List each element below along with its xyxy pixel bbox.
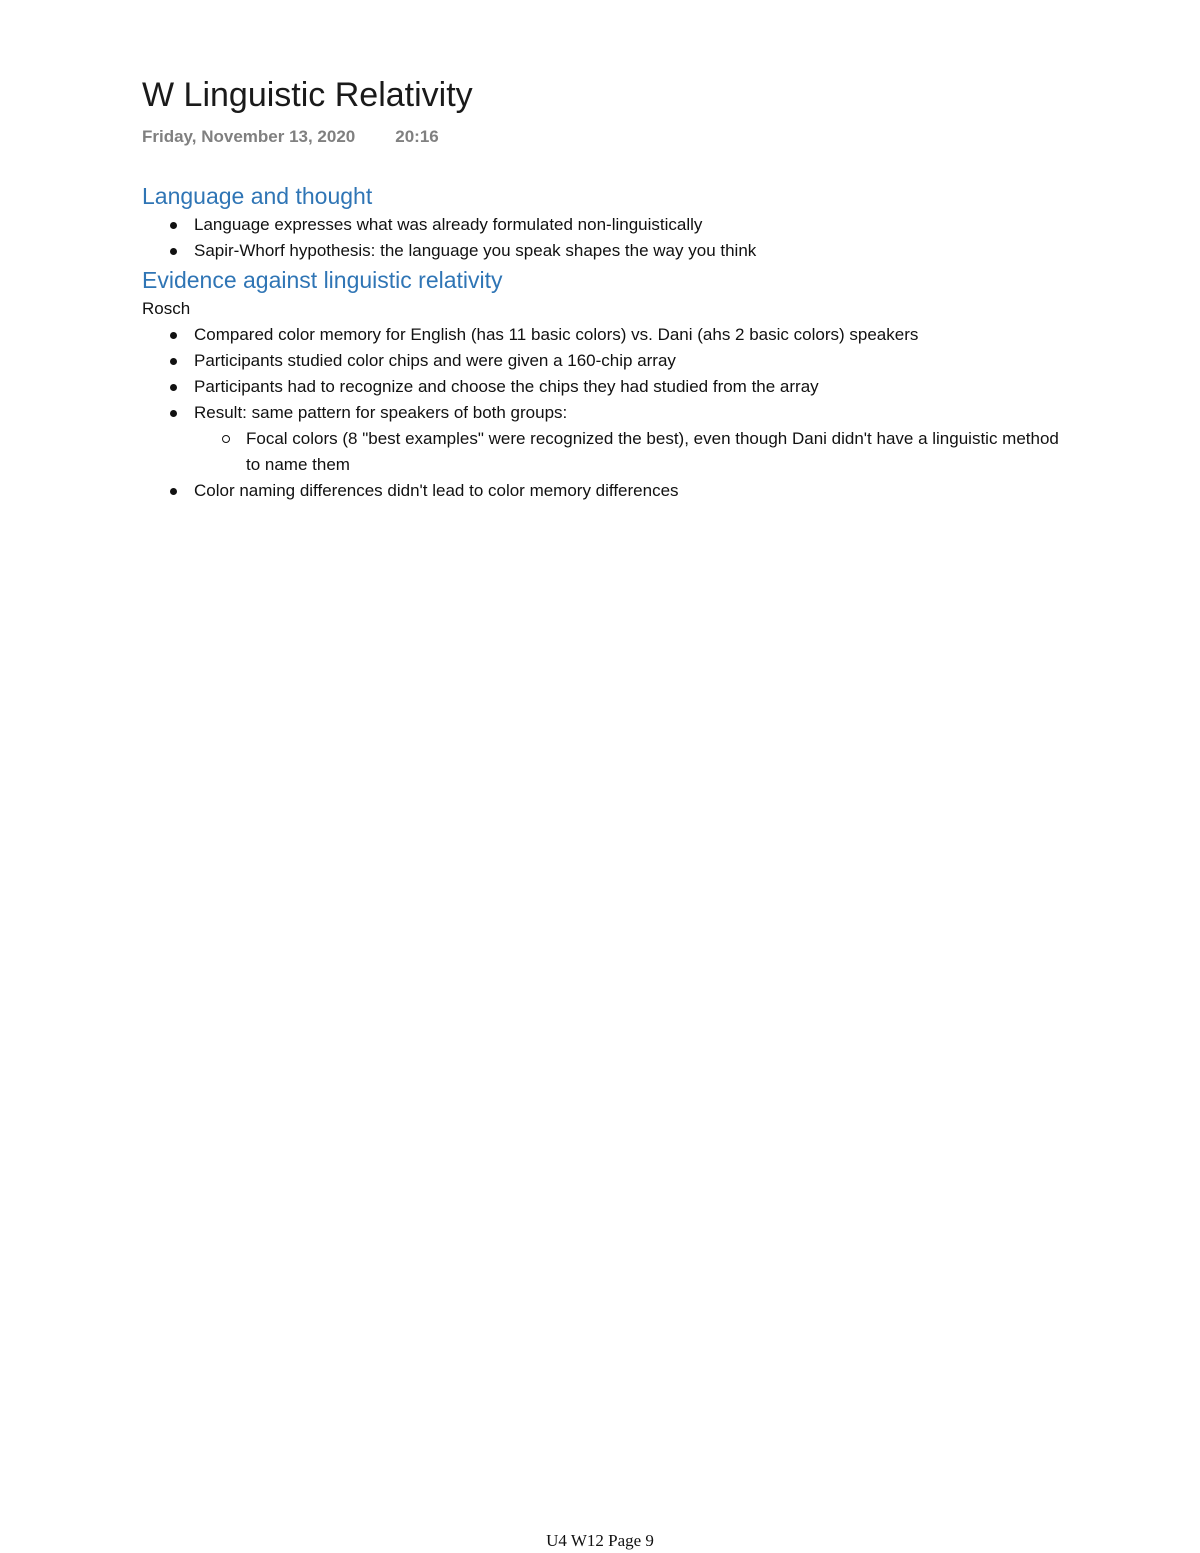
note-content xyxy=(142,180,1062,504)
section-heading-evidence-against: Evidence against linguistic relativity xyxy=(142,267,503,293)
bullet-list-evidence xyxy=(142,322,1062,504)
list-item: Compared color memory for English (has 11 basic colors) vs. Dani (ahs 2 basic colors) speakers xyxy=(142,322,1062,348)
page-title: W Linguistic Relativity xyxy=(142,76,473,114)
list-item: Language expresses what was already formulated non-linguistically xyxy=(142,212,1062,238)
sub-label-rosch: Rosch xyxy=(142,299,191,318)
page-time: 20:16 xyxy=(395,127,439,146)
bullet-list-language-and-thought xyxy=(142,212,1062,264)
page-date: Friday, November 13, 2020 xyxy=(142,127,356,146)
page-meta xyxy=(142,127,439,147)
page-footer: U4 W12 Page 9 xyxy=(546,1531,654,1550)
sub-list-item: Focal colors (8 "best examples" were recognized the best), even though Dani didn't have a linguistic method to name them xyxy=(194,426,1062,478)
list-item: Result: same pattern for speakers of both groups: Focal colors (8 "best examples" were recognized the best), even though Dani didn't have a linguistic method to name them xyxy=(142,400,1062,478)
list-item: Participants studied color chips and were given a 160-chip array xyxy=(142,348,1062,374)
sub-bullet-list xyxy=(194,426,1062,478)
section-heading-language-and-thought: Language and thought xyxy=(142,183,373,209)
list-item: Participants had to recognize and choose the chips they had studied from the array xyxy=(142,374,1062,400)
list-item: Sapir-Whorf hypothesis: the language you speak shapes the way you think xyxy=(142,238,1062,264)
list-item: Color naming differences didn't lead to color memory differences xyxy=(142,478,1062,504)
